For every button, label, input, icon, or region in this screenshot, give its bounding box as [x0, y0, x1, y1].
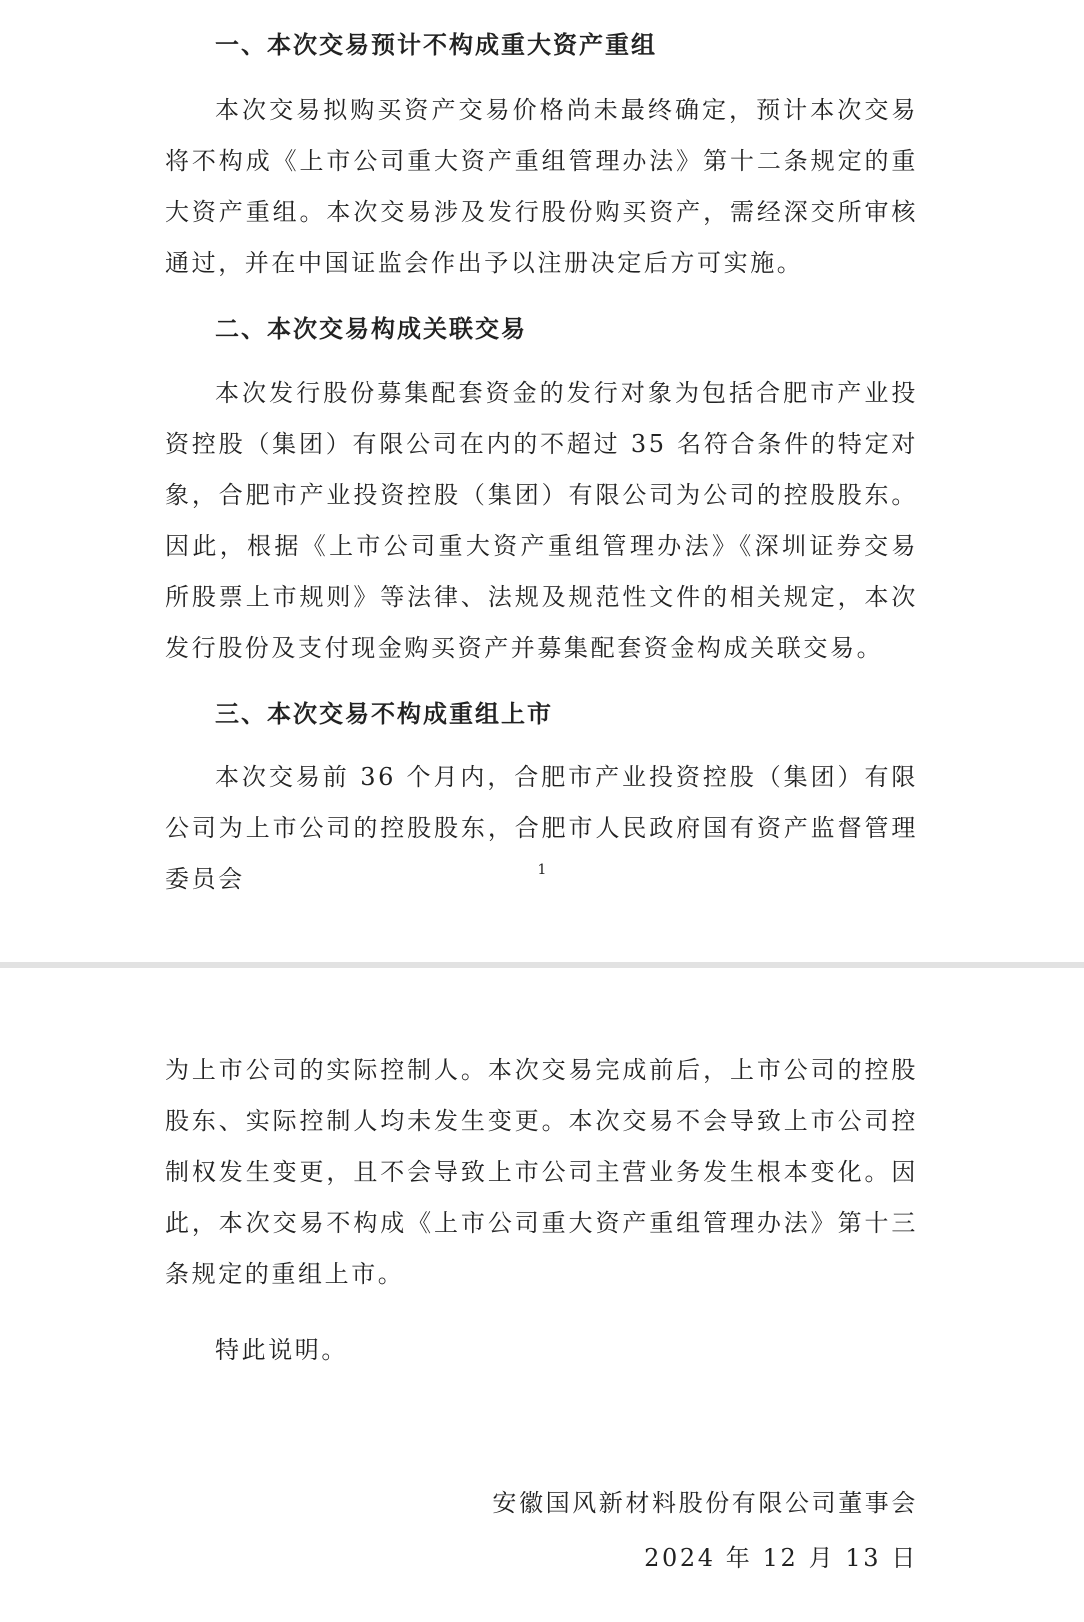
- paragraph: 为上市公司的实际控制人。本次交易完成前后，上市公司的控股股东、实际控制人均未发生变更。本次交易不会导致上市公司控制权发生变更，且不会导致上市公司主营业务发生根本变化。因此，本次交易不构成《上市公司重大资产重组管理办法》第十三条规定的重组上市。: [165, 1056, 918, 1288]
- section-body-1: [165, 85, 918, 289]
- continued-paragraph: [165, 1045, 918, 1300]
- closing-remark: 特此说明。: [215, 1336, 348, 1364]
- section-body-2: [165, 368, 918, 674]
- paragraph: 本次发行股份募集配套资金的发行对象为包括合肥市产业投资控股（集团）有限公司在内的不超过 35 名符合条件的特定对象，合肥市产业投资控股（集团）有限公司为公司的控股股东。因此，根据《上市公司重大资产重组管理办法》《深圳证券交易所股票上市规则》等法律、法规及规范性文件的相关规定，本次发行股份及支付现金购买资产并募集配套资金构成关联交易。: [165, 379, 918, 662]
- page-number: 1: [537, 862, 547, 878]
- document-page-2: [0, 968, 1084, 1622]
- signature-date: 2024 年 12 月 13 日: [644, 1544, 918, 1572]
- section-heading-2: 二、本次交易构成关联交易: [215, 314, 527, 343]
- paragraph: 本次交易拟购买资产交易价格尚未最终确定，预计本次交易将不构成《上市公司重大资产重组管理办法》第十二条规定的重大资产重组。本次交易涉及发行股份购买资产，需经深交所审核通过，并在中国证监会作出予以注册决定后方可实施。: [165, 96, 918, 277]
- signature-organization: 安徽国风新材料股份有限公司董事会: [492, 1489, 918, 1517]
- paragraph: 本次交易前 36 个月内，合肥市产业投资控股（集团）有限公司为上市公司的控股股东，合肥市人民政府国有资产监督管理委员会: [165, 763, 918, 893]
- section-body-3: [165, 752, 918, 905]
- section-heading-1: 一、本次交易预计不构成重大资产重组: [215, 30, 657, 59]
- section-heading-3: 三、本次交易不构成重组上市: [215, 699, 553, 728]
